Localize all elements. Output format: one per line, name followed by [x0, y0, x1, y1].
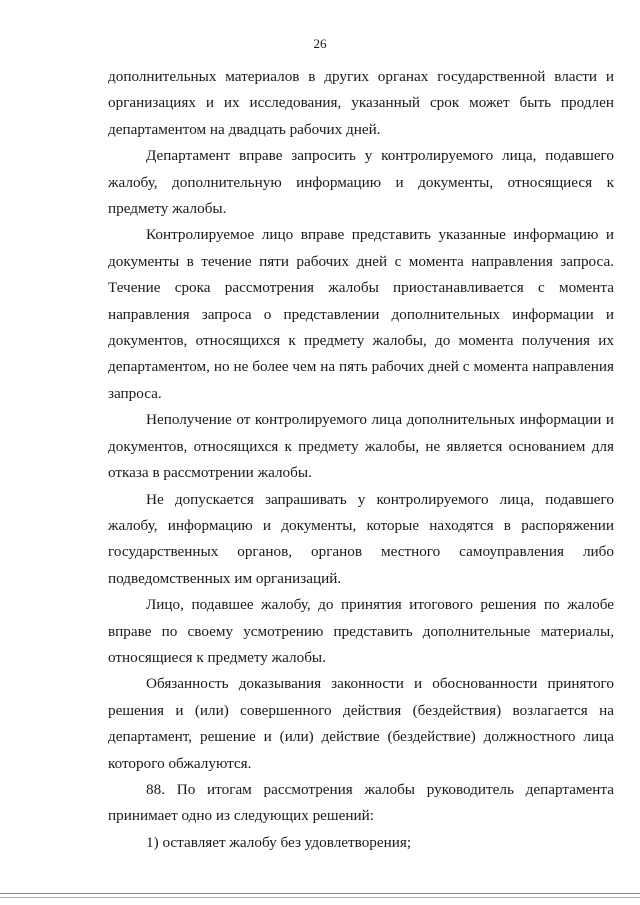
document-body [108, 64, 614, 856]
paragraph-clause-88: 88. По итогам рассмотрения жалобы руководитель департамента принимает одно из следующих решений: [108, 780, 614, 825]
paragraph-burden-of-proof: Обязанность доказывания законности и обоснованности принятого решения и (или) совершенного действия (бездействия) возлагается на департамент, решение и (или) действие (бездействие) должностного лица которого обжалуются. [108, 675, 614, 772]
paragraph-submission-deadline: Контролируемое лицо вправе представить указанные информацию и документы в течение пяти рабочих дней с момента направления запроса. Течение срока рассмотрения жалобы приостанавливается с момента направления запроса о представлении дополнительных информации и документов, относящихся к предмету жалобы, до момента получения их департаментом, но не более чем на пять рабочих дней с момента направления запроса. [108, 226, 614, 402]
page-number: 26 [313, 36, 327, 51]
paragraph-continuation: дополнительных материалов в других органах государственной власти и организациях и их исследования, указанный срок может быть продлен департаментом на двадцать рабочих дней. [108, 68, 614, 138]
paragraph-additional-materials: Лицо, подавшее жалобу, до принятия итогового решения по жалобе вправе по своему усмотрению представить дополнительные материалы, относящиеся к предмету жалобы. [108, 596, 614, 666]
list-item-1: 1) оставляет жалобу без удовлетворения; [146, 833, 412, 851]
paragraph-non-receipt: Неполучение от контролируемого лица дополнительных информации и документов, относящихся к предмету жалобы, не является основанием для отказа в рассмотрении жалобы. [108, 411, 614, 482]
scan-edge-line [0, 897, 640, 898]
paragraph-prohibition: Не допускается запрашивать у контролируемого лица, подавшего жалобу, информацию и документы, которые находятся в распоряжении государственных органов, органов местного самоуправления либо подведомственных им организаций. [108, 490, 614, 587]
paragraph-department-request: Департамент вправе запросить у контролируемого лица, подавшего жалобу, дополнительную информацию и документы, относящиеся к предмету жалобы. [108, 147, 614, 218]
scan-edge-line [0, 893, 640, 894]
